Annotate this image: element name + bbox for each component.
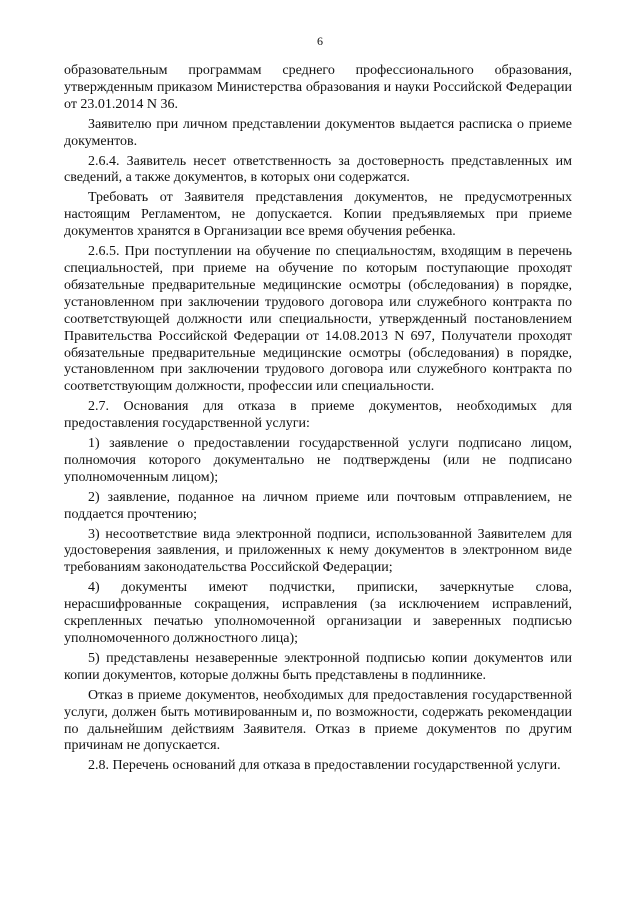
paragraph: 2.7. Основания для отказа в приеме документов, необходимых для предоставления государственной услуги:	[64, 399, 572, 432]
paragraph: 2.8. Перечень оснований для отказа в предоставлении государственной услуги.	[88, 758, 561, 774]
list-item: 5) представлены незаверенные электронной подписью копии документов или копии документов, которые должны быть представлены в подлиннике.	[64, 650, 572, 683]
paragraph: Отказ в приеме документов, необходимых для предоставления государственной услуги, должен быть мотивированным и, по возможности, содержать рекомендации по дальнейшим действиям Заявителя. Отказ в приеме документов по другим причинам не допускается.	[64, 687, 572, 754]
list-item: 2) заявление, поданное на личном приеме или почтовым отправлением, не поддается прочтению;	[64, 489, 572, 522]
list-item: 1) заявление о предоставлении государственной услуги подписано лицом, полномочия которого документально не подтверждены (или не подписано уполномоченным лицом);	[64, 436, 572, 485]
list-item: 4) документы имеют подчистки, приписки, зачеркнутые слова, нерасшифрованные сокращения, исправления (за исключением исправлений, скрепленных печатью уполномоченной организации и заверенных подписью уполномоченного должностного лица);	[64, 580, 572, 646]
paragraph: Требовать от Заявителя представления документов, не предусмотренных настоящим Регламентом, не допускается. Копии предъявляемых при приеме документов хранятся в Организации все время обучения ребенка.	[64, 190, 572, 240]
paragraph: 2.6.4. Заявитель несет ответственность за достоверность представленных им сведений, а также документов, в которых они содержатся.	[64, 153, 572, 186]
list-item: 3) несоответствие вида электронной подписи, использованной Заявителем для удостоверения заявления, и приложенных к нему документов в электронном виде требованиям законодательства Российской Федерации;	[64, 526, 572, 576]
paragraph: образовательным программам среднего профессионального образования, утвержденным приказом Министерства образования и науки Российской Федерации от 23.01.2014 N 36.	[64, 63, 572, 112]
paragraph: 2.6.5. При поступлении на обучение по специальностям, входящим в перечень специальностей, при приеме на обучение по которым поступающие проходят обязательные предварительные медицинские осмотры (обследования) в порядке, установленном при заключении трудового договора или служебного контракта по соответствующей должности или специальности, утвержденный постановлением Правительства Российской Федерации от 14.08.2013 N 697, Получатели проходят обязательные предварительные медицинские осмотры (обследования) в порядке, установленном при заключении трудового договора или служебного контракта по соответствующим должности, профессии или специальности.	[64, 244, 572, 395]
paragraph: Заявителю при личном представлении документов выдается расписка о приеме документов.	[64, 116, 572, 149]
page-number: 6	[317, 34, 323, 48]
document-body	[64, 63, 572, 778]
